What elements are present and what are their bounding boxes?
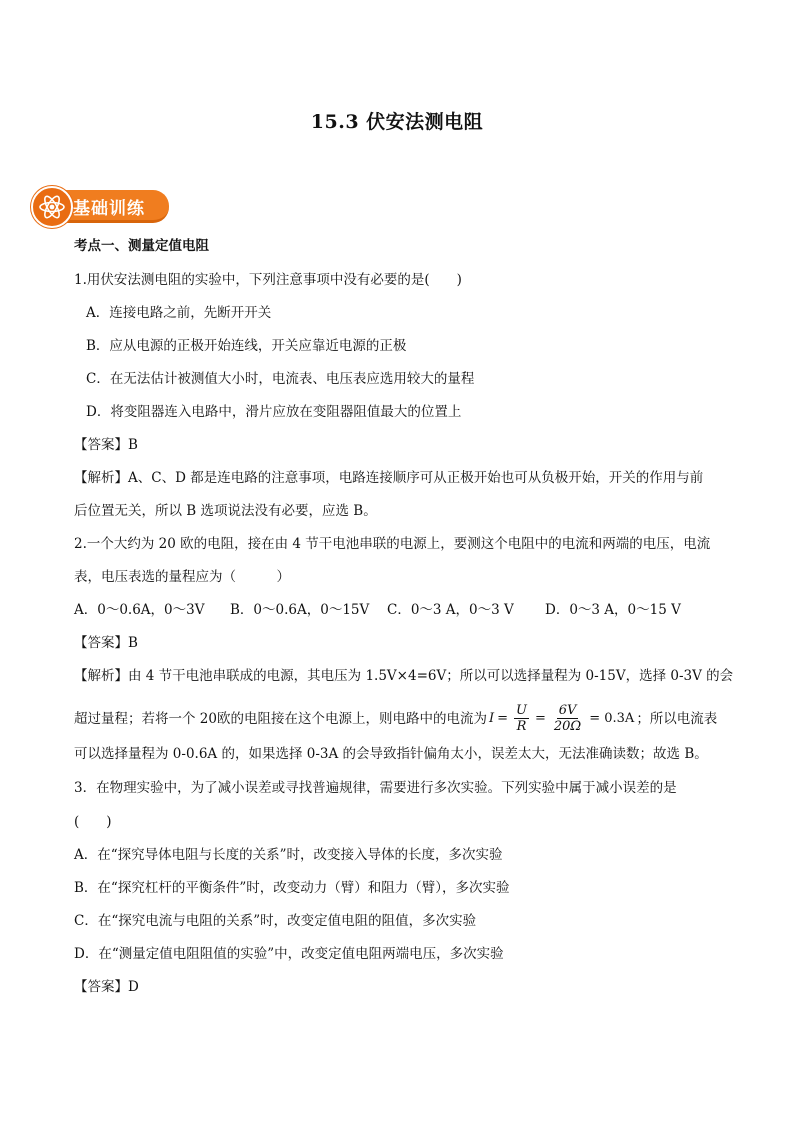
q2-option-d: D．0～3 A，0～15 V — [545, 602, 681, 618]
q2-option-c: C．0～3 A，0～3 V — [387, 602, 514, 618]
topic-heading: 考点一、测量定值电阻 — [74, 238, 209, 254]
q2-options — [74, 601, 681, 619]
fraction-2-denominator: 20Ω — [553, 719, 582, 734]
formula-fraction-2 — [552, 703, 583, 734]
formula-eq-1: = — [497, 710, 509, 726]
q3-option-b: B．在“探究杠杆的平衡条件”时，改变动力（臂）和阻力（臂），多次实验 — [74, 880, 510, 896]
q2-analysis-line-1: 【解析】由 4 节干电池串联成的电源，其电压为 1.5V×4=6V；所以可以选择量程为 0-15V，选择 0-3V 的会 — [74, 668, 734, 684]
q2-analysis-line-3: 可以选择量程为 0-0.6A 的，如果选择 0-3A 的会导致指针偏角太小，误差太大，无法准确读数；故选 B。 — [74, 746, 708, 762]
q3-option-a: A．在“探究导体电阻与长度的关系”时，改变接入导体的长度，多次实验 — [74, 847, 503, 863]
q2-stem-line-1: 2.一个大约为 20 欧的电阻，接在由 4 节干电池串联的电源上，要测这个电阻中的电流和两端的电压，电流 — [74, 536, 711, 552]
q3-answer: 【答案】D — [74, 979, 139, 995]
q1-option-d: D．将变阻器连入电路中，滑片应放在变阻器阻值最大的位置上 — [86, 404, 462, 420]
q2-analysis-line-2-pre: 超过量程；若将一个 20欧的电阻接在这个电源上，则电路中的电流为 — [74, 710, 487, 727]
q2-option-b: B．0～0.6A，0～15V — [230, 602, 370, 618]
q1-stem: 1.用伏安法测电阻的实验中，下列注意事项中没有必要的是( ) — [74, 272, 462, 288]
q1-option-b: B．应从电源的正极开始连线，开关应靠近电源的正极 — [86, 338, 407, 354]
section-banner-label: 基础训练 — [73, 199, 145, 219]
q3-stem-line-2: ( ) — [74, 814, 112, 830]
formula-fraction-1 — [514, 703, 529, 734]
current-formula — [489, 703, 634, 734]
fraction-1-denominator: R — [516, 719, 527, 734]
q2-analysis-line-2-post: ；所以电流表 — [636, 710, 718, 727]
banner-icon-circle — [31, 186, 73, 228]
formula-result: = 0.3A — [589, 710, 635, 726]
q2-option-a: A．0～0.6A，0～3V — [74, 602, 205, 618]
page-title: 15.3 伏安法测电阻 — [310, 111, 484, 133]
q2-stem-line-2: 表，电压表选的量程应为（ ） — [74, 569, 290, 585]
formula-lhs: I — [488, 710, 495, 726]
q3-option-d: D．在“测量定值电阻阻值的实验”中，改变定值电阻两端电压，多次实验 — [74, 946, 504, 962]
q2-analysis-line-2 — [74, 703, 717, 734]
q2-answer: 【答案】B — [74, 635, 138, 651]
formula-eq-2: = — [534, 710, 546, 726]
q1-option-c: C．在无法估计被测值大小时，电流表、电压表应选用较大的量程 — [86, 371, 475, 387]
fraction-1-numerator: U — [516, 703, 527, 718]
q3-option-c: C．在“探究电流与电阻的关系”时，改变定值电阻的阻值，多次实验 — [74, 913, 477, 929]
q1-answer: 【答案】B — [74, 437, 138, 453]
atom-icon — [37, 192, 67, 222]
q3-stem-line-1: 3．在物理实验中，为了减小误差或寻找普遍规律，需要进行多次实验。下列实验中属于减小误差的是 — [74, 780, 677, 796]
section-banner — [31, 186, 171, 226]
q1-analysis-line-2: 后位置无关，所以 B 选项说法没有必要，应选 B。 — [74, 503, 377, 519]
q1-option-a: A．连接电路之前，先断开开关 — [86, 305, 272, 321]
fraction-2-numerator: 6V — [558, 703, 577, 718]
q1-analysis-line-1: 【解析】A、C、D 都是连电路的注意事项，电路连接顺序可从正极开始也可从负极开始，开关的作用与前 — [74, 470, 704, 486]
